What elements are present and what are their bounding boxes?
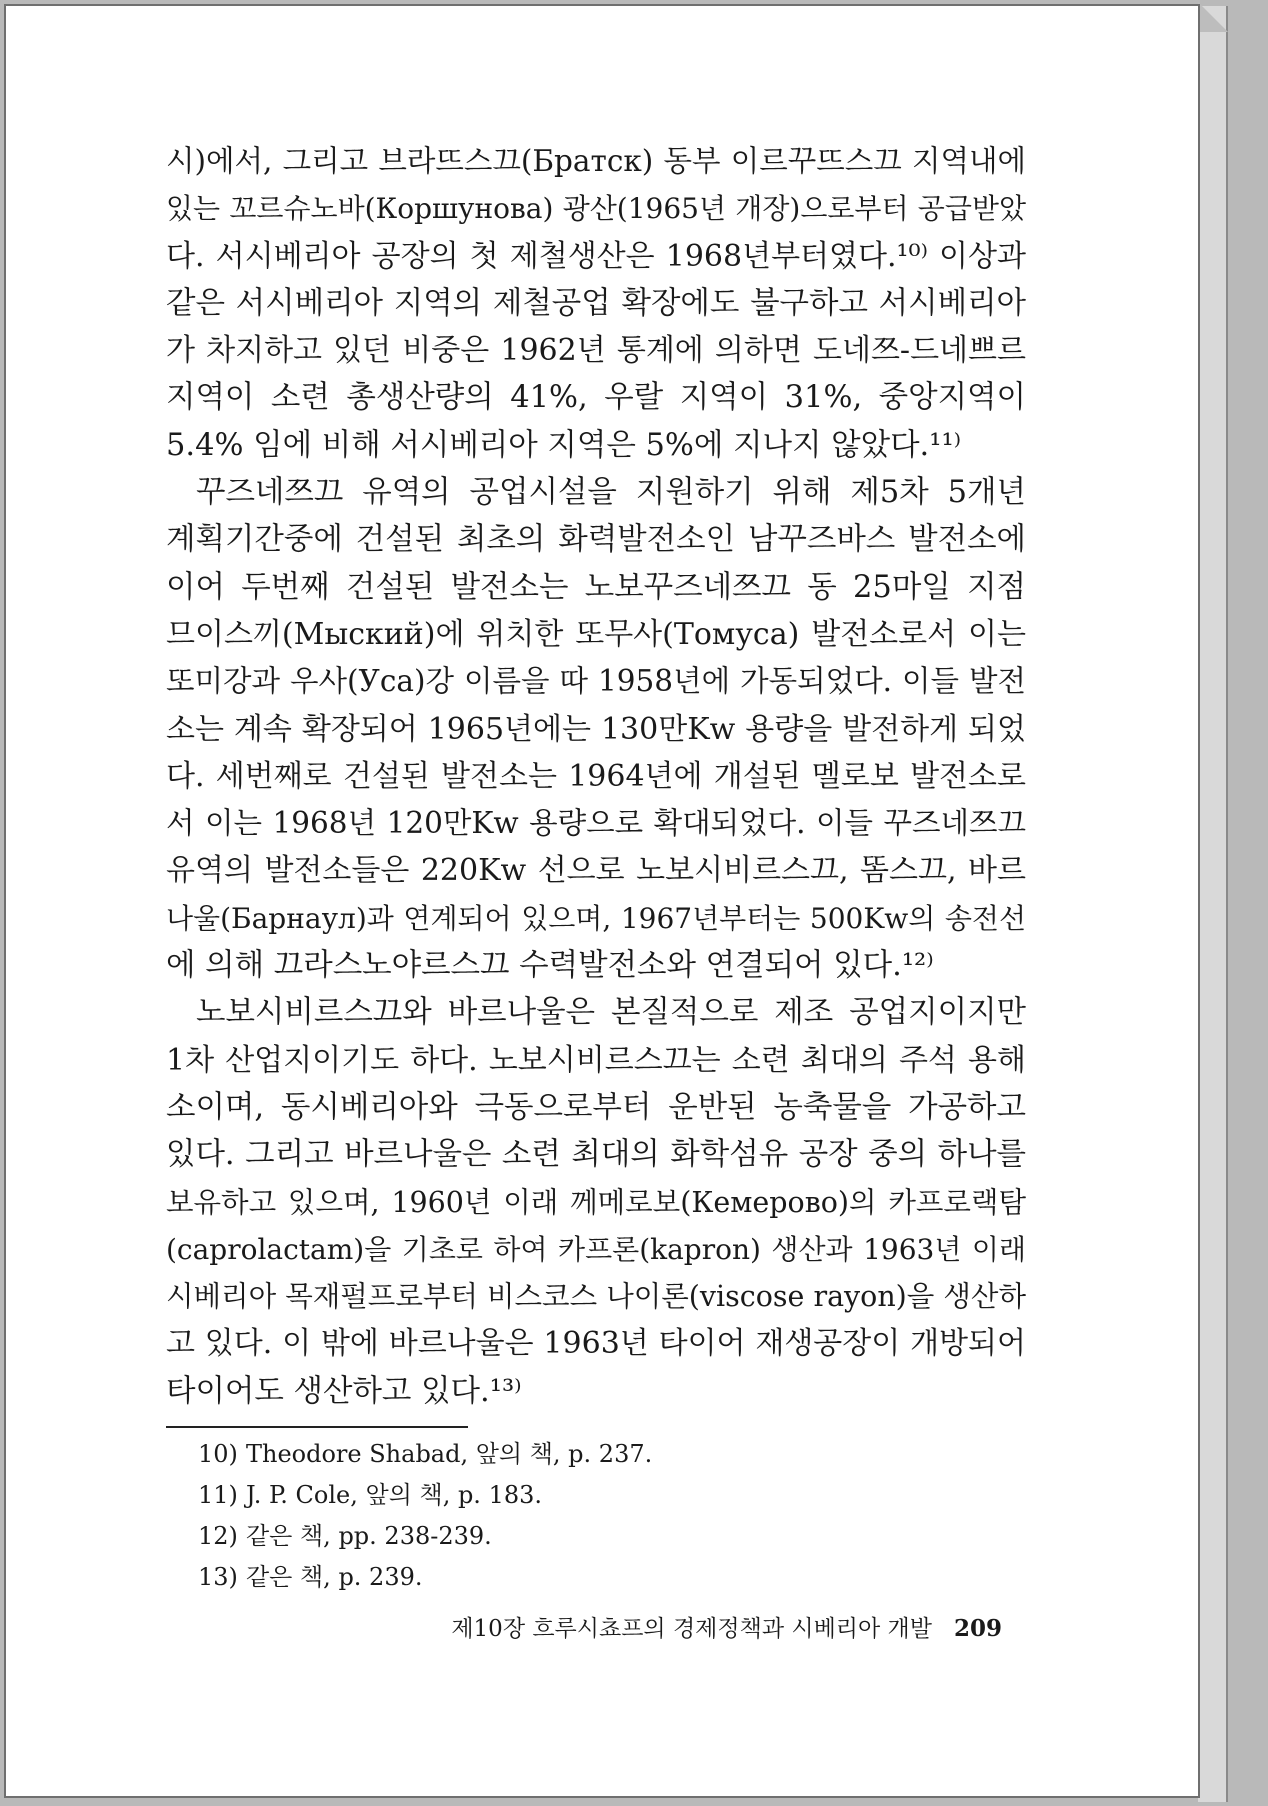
paragraph-1: [166, 138, 1026, 469]
text-line: 서 이는 1968년 120만Kw 용량으로 확대되었다. 이들 꾸즈네쯔끄: [166, 806, 1026, 841]
text-line: (caprolactam)을 기초로 하여 카프론(kapron) 생산과 1963년 이래: [166, 1232, 1026, 1266]
text-line: 이어 두번째 건설된 발전소는 노보꾸즈네쯔끄 동 25마일 지점: [166, 569, 1026, 605]
paragraph-2: [166, 469, 1026, 989]
text-line: 같은 서시베리아 지역의 제철공업 확장에도 불구하고 서시베리아: [166, 285, 1026, 321]
text-line: 므이스끼(Мыский)에 위치한 또무사(Томуса) 발전소로서 이는: [166, 616, 1026, 652]
footnote-10: [198, 1434, 898, 1475]
footnote-number: 10): [198, 1440, 238, 1468]
page-corner-fold: [1198, 2, 1228, 32]
page-number: 209: [953, 1615, 1002, 1642]
text-line: 1차 산업지이기도 하다. 노보시비르스끄는 소련 최대의 주석 용해: [166, 1042, 1026, 1078]
footnote-rule: [166, 1426, 468, 1428]
footnote-text: J. P. Cole, 앞의 책, p. 183.: [246, 1481, 543, 1509]
footnote-text: Theodore Shabad, 앞의 책, p. 237.: [246, 1440, 653, 1468]
footnote-number: 11): [198, 1481, 238, 1509]
footnote-text: 같은 책, p. 239.: [246, 1563, 423, 1591]
footnote-13: [198, 1557, 898, 1598]
text-line: 타이어도 생산하고 있다.¹³⁾: [166, 1373, 522, 1409]
text-line: 5.4% 임에 비해 서시베리아 지역은 5%에 지나지 않았다.¹¹⁾: [166, 427, 962, 463]
footnote-number: 13): [198, 1563, 238, 1591]
text-line: 소는 계속 확장되어 1965년에는 130만Kw 용량을 발전하게 되었: [166, 711, 1026, 747]
running-footer: [382, 1613, 1002, 1645]
page-edge-shadow: [1198, 6, 1228, 1802]
text-line: 가 차지하고 있던 비중은 1962년 통계에 의하면 도네쯔-드네쁘르: [166, 333, 1026, 369]
text-line: 에 의해 끄라스노야르스끄 수력발전소와 연결되어 있다.¹²⁾: [166, 948, 934, 984]
footnote-11: [198, 1475, 898, 1516]
text-line: 지역이 소련 총생산량의 41%, 우랄 지역이 31%, 중앙지역이: [166, 380, 1026, 416]
text-line: 보유하고 있으며, 1960년 이래 께메로보(Кемерово)의 카프로랙탐: [166, 1185, 1026, 1219]
text-line: 계획기간중에 건설된 최초의 화력발전소인 남꾸즈바스 발전소에: [166, 522, 1026, 558]
text-line: 있다. 그리고 바르나울은 소련 최대의 화학섬유 공장 중의 하나를: [166, 1137, 1026, 1173]
text-line: 시)에서, 그리고 브라뜨스끄(Братск) 동부 이르꾸뜨스끄 지역내에: [166, 144, 1026, 178]
text-line: 있는 꼬르슈노바(Коршунова) 광산(1965년 개장)으로부터 공급받았: [166, 192, 1026, 226]
text-line: 고 있다. 이 밖에 바르나울은 1963년 타이어 재생공장이 개방되어: [166, 1326, 1026, 1362]
text-line: 꾸즈네쯔끄 유역의 공업시설을 지원하기 위해 제5차 5개년: [196, 475, 1026, 511]
text-line: 소이며, 동시베리아와 극동으로부터 운반된 농축물을 가공하고: [166, 1089, 1026, 1125]
footnotes: [198, 1434, 898, 1598]
text-line: 유역의 발전소들은 220Kw 선으로 노보시비르스끄, 똠스끄, 바르: [166, 853, 1026, 889]
text-line: 노보시비르스끄와 바르나울은 본질적으로 제조 공업지이지만: [196, 995, 1026, 1031]
text-line: 다. 서시베리아 공장의 첫 제철생산은 1968년부터였다.¹⁰⁾ 이상과: [166, 238, 1026, 274]
paragraph-3: [166, 989, 1026, 1415]
text-line: 시베리아 목재펄프로부터 비스코스 나이론(viscose rayon)을 생산하: [166, 1280, 1026, 1314]
chapter-title: 제10장 흐루시쵸프의 경제정책과 시베리아 개발: [451, 1616, 932, 1642]
body-text: [166, 138, 1026, 1415]
footnote-number: 12): [198, 1522, 238, 1550]
footnote-12: [198, 1516, 898, 1557]
text-line: 나울(Барнаул)과 연계되어 있으며, 1967년부터는 500Kw의 송전선: [166, 901, 1026, 935]
text-line: 다. 세번째로 건설된 발전소는 1964년에 개설된 멜로보 발전소로: [166, 758, 1026, 794]
footnote-text: 같은 책, pp. 238-239.: [246, 1522, 492, 1550]
text-line: 또미강과 우사(Уса)강 이름을 따 1958년에 가동되었다. 이들 발전: [166, 664, 1026, 699]
